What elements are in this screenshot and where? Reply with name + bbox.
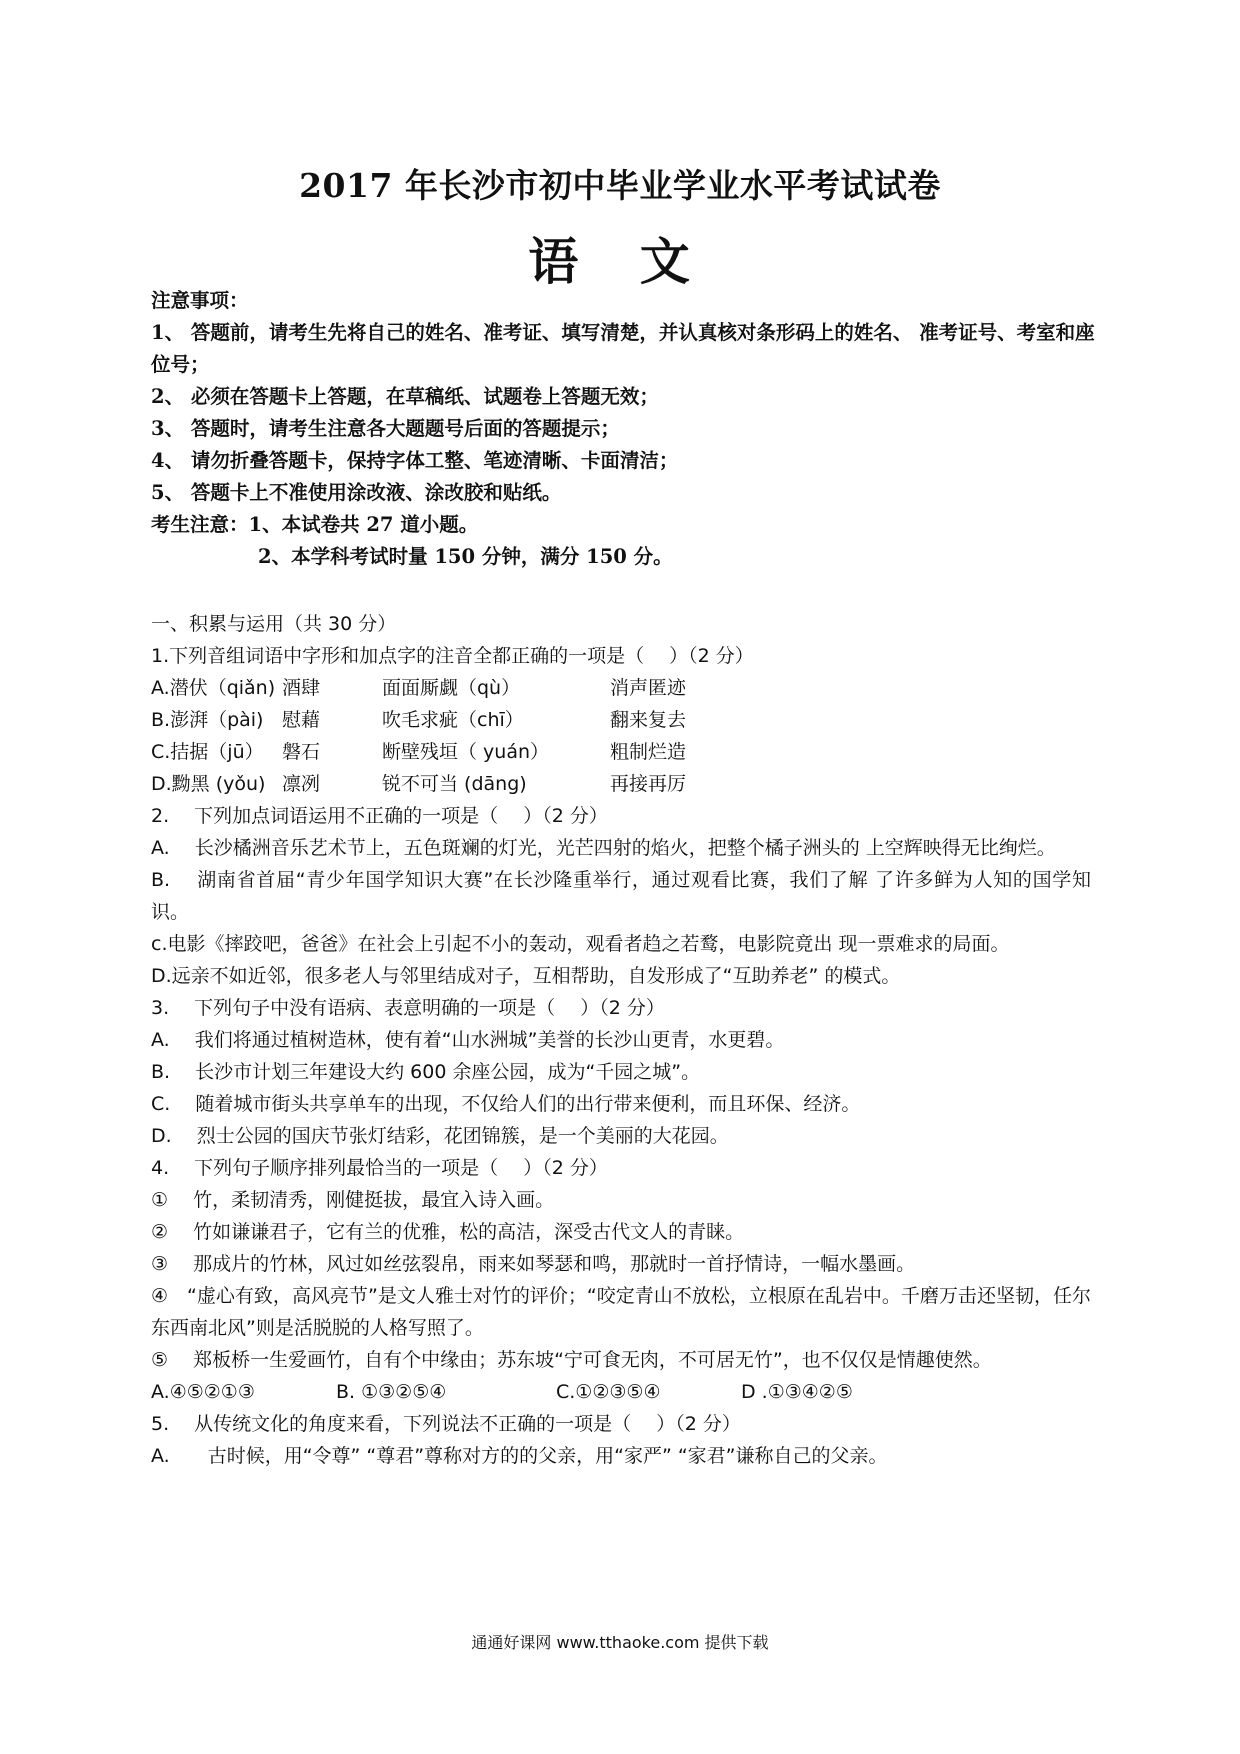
- q4-sentence-1: ① 竹，柔韧清秀，刚健挺拔，最宜入诗入画。: [151, 1189, 555, 1211]
- q4-option: C.①②③⑤④: [556, 1381, 661, 1403]
- q1-cell: A.潜伏（qiǎn): [151, 677, 276, 699]
- q4-options: [151, 1376, 1091, 1408]
- q1-cell: 酒肆: [282, 677, 321, 699]
- q3-stem: 3. 下列句子中没有语病、表意明确的一项是（ ）（2 分）: [151, 997, 665, 1019]
- q3-option-d: D. 烈士公园的国庆节张灯结彩，花团锦簇，是一个美丽的大花园。: [151, 1125, 729, 1147]
- q1-option-row: [151, 736, 1091, 768]
- q5-option-a: A. 古时候，用“令尊” “尊君”尊称对方的的父亲，用“家严” “家君”谦称自己的父亲。: [151, 1445, 888, 1467]
- q1-cell: 慰藉: [282, 709, 321, 731]
- q1-cell: 吹毛求疵（chī）: [382, 709, 524, 731]
- q3-option-a: A. 我们将通过植树造林，使有着“山水洲城”美誉的长沙山更青，水更碧。: [151, 1029, 785, 1051]
- candidate-note-2: 2、本学科考试时量 150 分钟，满分 150 分。: [258, 545, 673, 568]
- q4-option: D .①③④②⑤: [741, 1381, 853, 1403]
- q2-option-b: B. 湖南省首届“青少年国学知识大赛”在长沙隆重举行，通过观看比赛，我们了解 了许多鲜为人知的国学知识。: [151, 869, 1091, 923]
- q1-cell: 面面厮觑（qù）: [382, 677, 521, 699]
- subject-title: 语 文: [528, 232, 712, 291]
- q4-sentence-3: ③ 那成片的竹林，风过如丝弦裂帛，雨来如琴瑟和鸣，那就时一首抒情诗，一幅水墨画。: [151, 1253, 916, 1275]
- notes-heading: 注意事项：: [151, 289, 249, 312]
- q3-option-b: B. 长沙市计划三年建设大约 600 余座公园，成为“千园之城”。: [151, 1061, 701, 1083]
- q1-cell: 凛冽: [282, 773, 321, 795]
- q1-option-row: [151, 704, 1091, 736]
- q4-stem: 4. 下列句子顺序排列最恰当的一项是（ ）（2 分）: [151, 1157, 608, 1179]
- q4-sentence-5: ⑤ 郑板桥一生爱画竹，自有个中缘由；苏东坡“宁可食无肉，不可居无竹”，也不仅仅是情趣使然。: [151, 1349, 992, 1371]
- q1-cell: 断壁残垣（ yuán）: [382, 741, 550, 763]
- q1-cell: 消声匿迹: [610, 677, 687, 699]
- q4-sentence-4: ④ “虚心有致，高风亮节”是文人雅士对竹的评价；“咬定青山不放松，立根原在乱岩中。千磨万击还坚韧，任尔东西南北风”则是活脱脱的人格写照了。: [151, 1285, 1091, 1339]
- q2-option-d: D.远亲不如近邻，很多老人与邻里结成对子，互相帮助，自发形成了“互助养老” 的模式。: [151, 965, 901, 987]
- note-item: 1、 答题前，请考生先将自己的姓名、准考证、填写清楚，并认真核对条形码上的姓名、 准考证号、考室和座位号；: [151, 321, 1095, 376]
- q4-option: A.④⑤②①③: [151, 1381, 255, 1403]
- exam-title: 2017 年长沙市初中毕业学业水平考试试卷: [299, 166, 941, 205]
- section-heading: 一、积累与运用（共 30 分）: [151, 613, 397, 635]
- q1-cell: D.黝黑 (yǒu): [151, 773, 266, 795]
- q1-cell: 粗制烂造: [610, 741, 687, 763]
- q1-cell: 锐不可当 (dāng): [382, 773, 527, 795]
- note-item: 3、 答题时，请考生注意各大题题号后面的答题提示；: [151, 417, 620, 440]
- q5-stem: 5. 从传统文化的角度来看，下列说法不正确的一项是（ ）（2 分）: [151, 1413, 741, 1435]
- q3-option-c: C. 随着城市街头共享单车的出现，不仅给人们的出行带来便利，而且环保、经济。: [151, 1093, 861, 1115]
- q2-option-c: c.电影《摔跤吧，爸爸》在社会上引起不小的轰动，观看者趋之若鹜，电影院竟出 现一票难求的局面。: [151, 933, 1010, 955]
- note-item: 5、 答题卡上不准使用涂改液、涂改胶和贴纸。: [151, 481, 562, 504]
- notes-block: [151, 285, 1101, 573]
- q1-stem: 1.下列音组词语中字形和加点字的注音全都正确的一项是（ ）（2 分）: [151, 645, 754, 667]
- question-content: [151, 608, 1091, 1472]
- q2-stem: 2. 下列加点词语运用不正确的一项是（ ）（2 分）: [151, 805, 608, 827]
- note-item: 4、 请勿折叠答题卡，保持字体工整、笔迹清晰、卡面清洁；: [151, 449, 679, 472]
- q1-cell: C.拮据（jū）: [151, 741, 264, 763]
- q1-option-row: [151, 768, 1091, 800]
- q1-cell: 翻来复去: [610, 709, 687, 731]
- q4-option: B. ①③②⑤④: [336, 1381, 447, 1403]
- note-item: 2、 必须在答题卡上答题，在草稿纸、试题卷上答题无效；: [151, 385, 659, 408]
- q1-cell: B.澎湃（pài): [151, 709, 264, 731]
- q1-option-row: [151, 672, 1091, 704]
- q1-cell: 再接再厉: [610, 773, 687, 795]
- candidate-note-1: 考生注意：1、本试卷共 27 道小题。: [151, 513, 479, 536]
- footer-credit: 通通好课网 www.tthaoke.com 提供下载: [471, 1633, 769, 1652]
- q2-option-a: A. 长沙橘洲音乐艺术节上，五色斑斓的灯光，光芒四射的焰火，把整个橘子洲头的 上空辉映得无比绚烂。: [151, 837, 1056, 859]
- q1-cell: 磐石: [282, 741, 321, 763]
- q4-sentence-2: ② 竹如谦谦君子，它有兰的优雅，松的高洁，深受古代文人的青睐。: [151, 1221, 745, 1243]
